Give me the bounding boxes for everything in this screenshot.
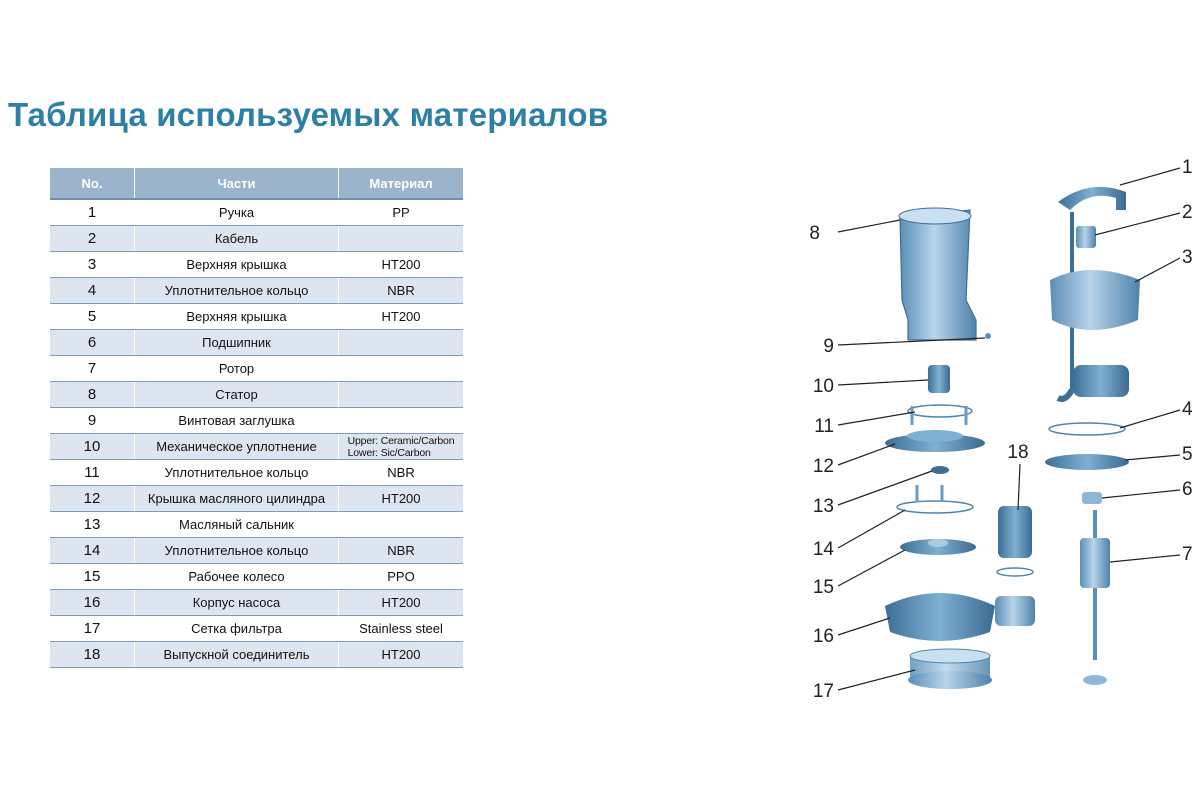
row-number: 4 (50, 278, 135, 304)
table-row (50, 408, 463, 434)
row-number: 7 (50, 356, 135, 382)
materials-table (50, 168, 463, 668)
bearing-shape (1082, 492, 1102, 504)
row-material (339, 434, 464, 460)
table-row (50, 590, 463, 616)
callout-8: 8 (809, 223, 820, 244)
callout-3: 3 (1182, 247, 1193, 268)
row-number: 16 (50, 590, 135, 616)
seal-ring-shape (908, 405, 972, 425)
row-part: Сетка фильтра (135, 616, 339, 642)
table-row (50, 278, 463, 304)
handle-and-cover-shape (1050, 187, 1140, 399)
pump-exploded-diagram (790, 140, 1200, 710)
row-number: 1 (50, 199, 135, 226)
oil-cylinder-cover-shape (885, 430, 985, 452)
table-row (50, 304, 463, 330)
table-row (50, 434, 463, 460)
row-number: 13 (50, 512, 135, 538)
callout-9: 9 (823, 336, 834, 357)
row-material: HT200 (339, 486, 464, 512)
row-number: 15 (50, 564, 135, 590)
row-material (339, 356, 464, 382)
row-material: NBR (339, 538, 464, 564)
row-part: Подшипник (135, 330, 339, 356)
row-material (339, 330, 464, 356)
filter-mesh-shape (908, 649, 992, 689)
row-material: NBR (339, 460, 464, 486)
impeller-shape (900, 539, 976, 555)
row-number: 3 (50, 252, 135, 278)
header-no: No. (50, 168, 135, 199)
rotor-shape (1080, 510, 1110, 685)
callout-12: 12 (812, 456, 834, 477)
row-material: PP (339, 199, 464, 226)
table-row (50, 330, 463, 356)
header-part: Части (135, 168, 339, 199)
row-part: Корпус насоса (135, 590, 339, 616)
row-number: 12 (50, 486, 135, 512)
row-part: Уплотнительное кольцо (135, 460, 339, 486)
row-part: Уплотнительное кольцо (135, 538, 339, 564)
ring-4-shape (1049, 423, 1125, 435)
material-lower: Lower: Sic/Carbon (347, 446, 431, 459)
table-row (50, 252, 463, 278)
table-row (50, 642, 463, 668)
row-number: 9 (50, 408, 135, 434)
callout-1: 1 (1182, 157, 1193, 178)
callout-6: 6 (1182, 479, 1193, 500)
header-material: Материал (339, 168, 464, 199)
row-number: 18 (50, 642, 135, 668)
row-part: Винтовая заглушка (135, 408, 339, 434)
row-part: Уплотнительное кольцо (135, 278, 339, 304)
o-ring-shape (897, 485, 973, 513)
callout-7: 7 (1182, 544, 1193, 565)
page-title: Таблица используемых материалов (8, 96, 609, 133)
row-part: Статор (135, 382, 339, 408)
row-number: 17 (50, 616, 135, 642)
row-part: Ручка (135, 199, 339, 226)
row-number: 10 (50, 434, 135, 460)
callout-2: 2 (1182, 202, 1193, 223)
row-material (339, 382, 464, 408)
row-number: 14 (50, 538, 135, 564)
outlet-connector-shape (997, 506, 1033, 576)
row-material-two-line (348, 435, 455, 459)
table-row (50, 486, 463, 512)
callout-4: 4 (1182, 399, 1193, 420)
table-row (50, 616, 463, 642)
table-header-row (50, 168, 463, 199)
row-part: Верхняя крышка (135, 252, 339, 278)
pump-body-shape (885, 593, 1035, 641)
cover-5-shape (1045, 454, 1129, 470)
row-part: Выпускной соединитель (135, 642, 339, 668)
row-material: Stainless steel (339, 616, 464, 642)
table-row (50, 356, 463, 382)
callout-17: 17 (812, 681, 834, 702)
table-row (50, 226, 463, 252)
row-material: HT200 (339, 590, 464, 616)
table-row (50, 382, 463, 408)
row-part: Верхняя крышка (135, 304, 339, 330)
callout-10: 10 (812, 376, 834, 397)
row-material: HT200 (339, 642, 464, 668)
row-number: 6 (50, 330, 135, 356)
callout-15: 15 (812, 577, 834, 598)
row-material (339, 226, 464, 252)
oil-seal-shape (931, 466, 949, 474)
row-material: PPO (339, 564, 464, 590)
row-material: NBR (339, 278, 464, 304)
row-number: 8 (50, 382, 135, 408)
mechanical-seal-shape (928, 365, 950, 393)
callout-14: 14 (812, 539, 834, 560)
table-row (50, 460, 463, 486)
row-part: Ротор (135, 356, 339, 382)
row-part: Масляный сальник (135, 512, 339, 538)
callout-13: 13 (812, 496, 834, 517)
callout-11: 11 (814, 416, 834, 437)
callout-5: 5 (1182, 444, 1193, 465)
material-upper: Upper: Ceramic/Carbon (347, 434, 455, 447)
callout-16: 16 (812, 626, 834, 647)
row-number: 5 (50, 304, 135, 330)
row-number: 11 (50, 460, 135, 486)
row-material (339, 408, 464, 434)
row-part: Крышка масляного цилиндра (135, 486, 339, 512)
callout-18: 18 (1007, 442, 1029, 463)
table-row (50, 538, 463, 564)
table-row (50, 512, 463, 538)
row-material: HT200 (339, 252, 464, 278)
table-row (50, 199, 463, 226)
row-part: Кабель (135, 226, 339, 252)
row-number: 2 (50, 226, 135, 252)
row-part: Механическое уплотнение (135, 434, 339, 460)
row-part: Рабочее колесо (135, 564, 339, 590)
row-material (339, 512, 464, 538)
stator-housing-shape (899, 208, 991, 340)
table-row (50, 564, 463, 590)
row-material: HT200 (339, 304, 464, 330)
